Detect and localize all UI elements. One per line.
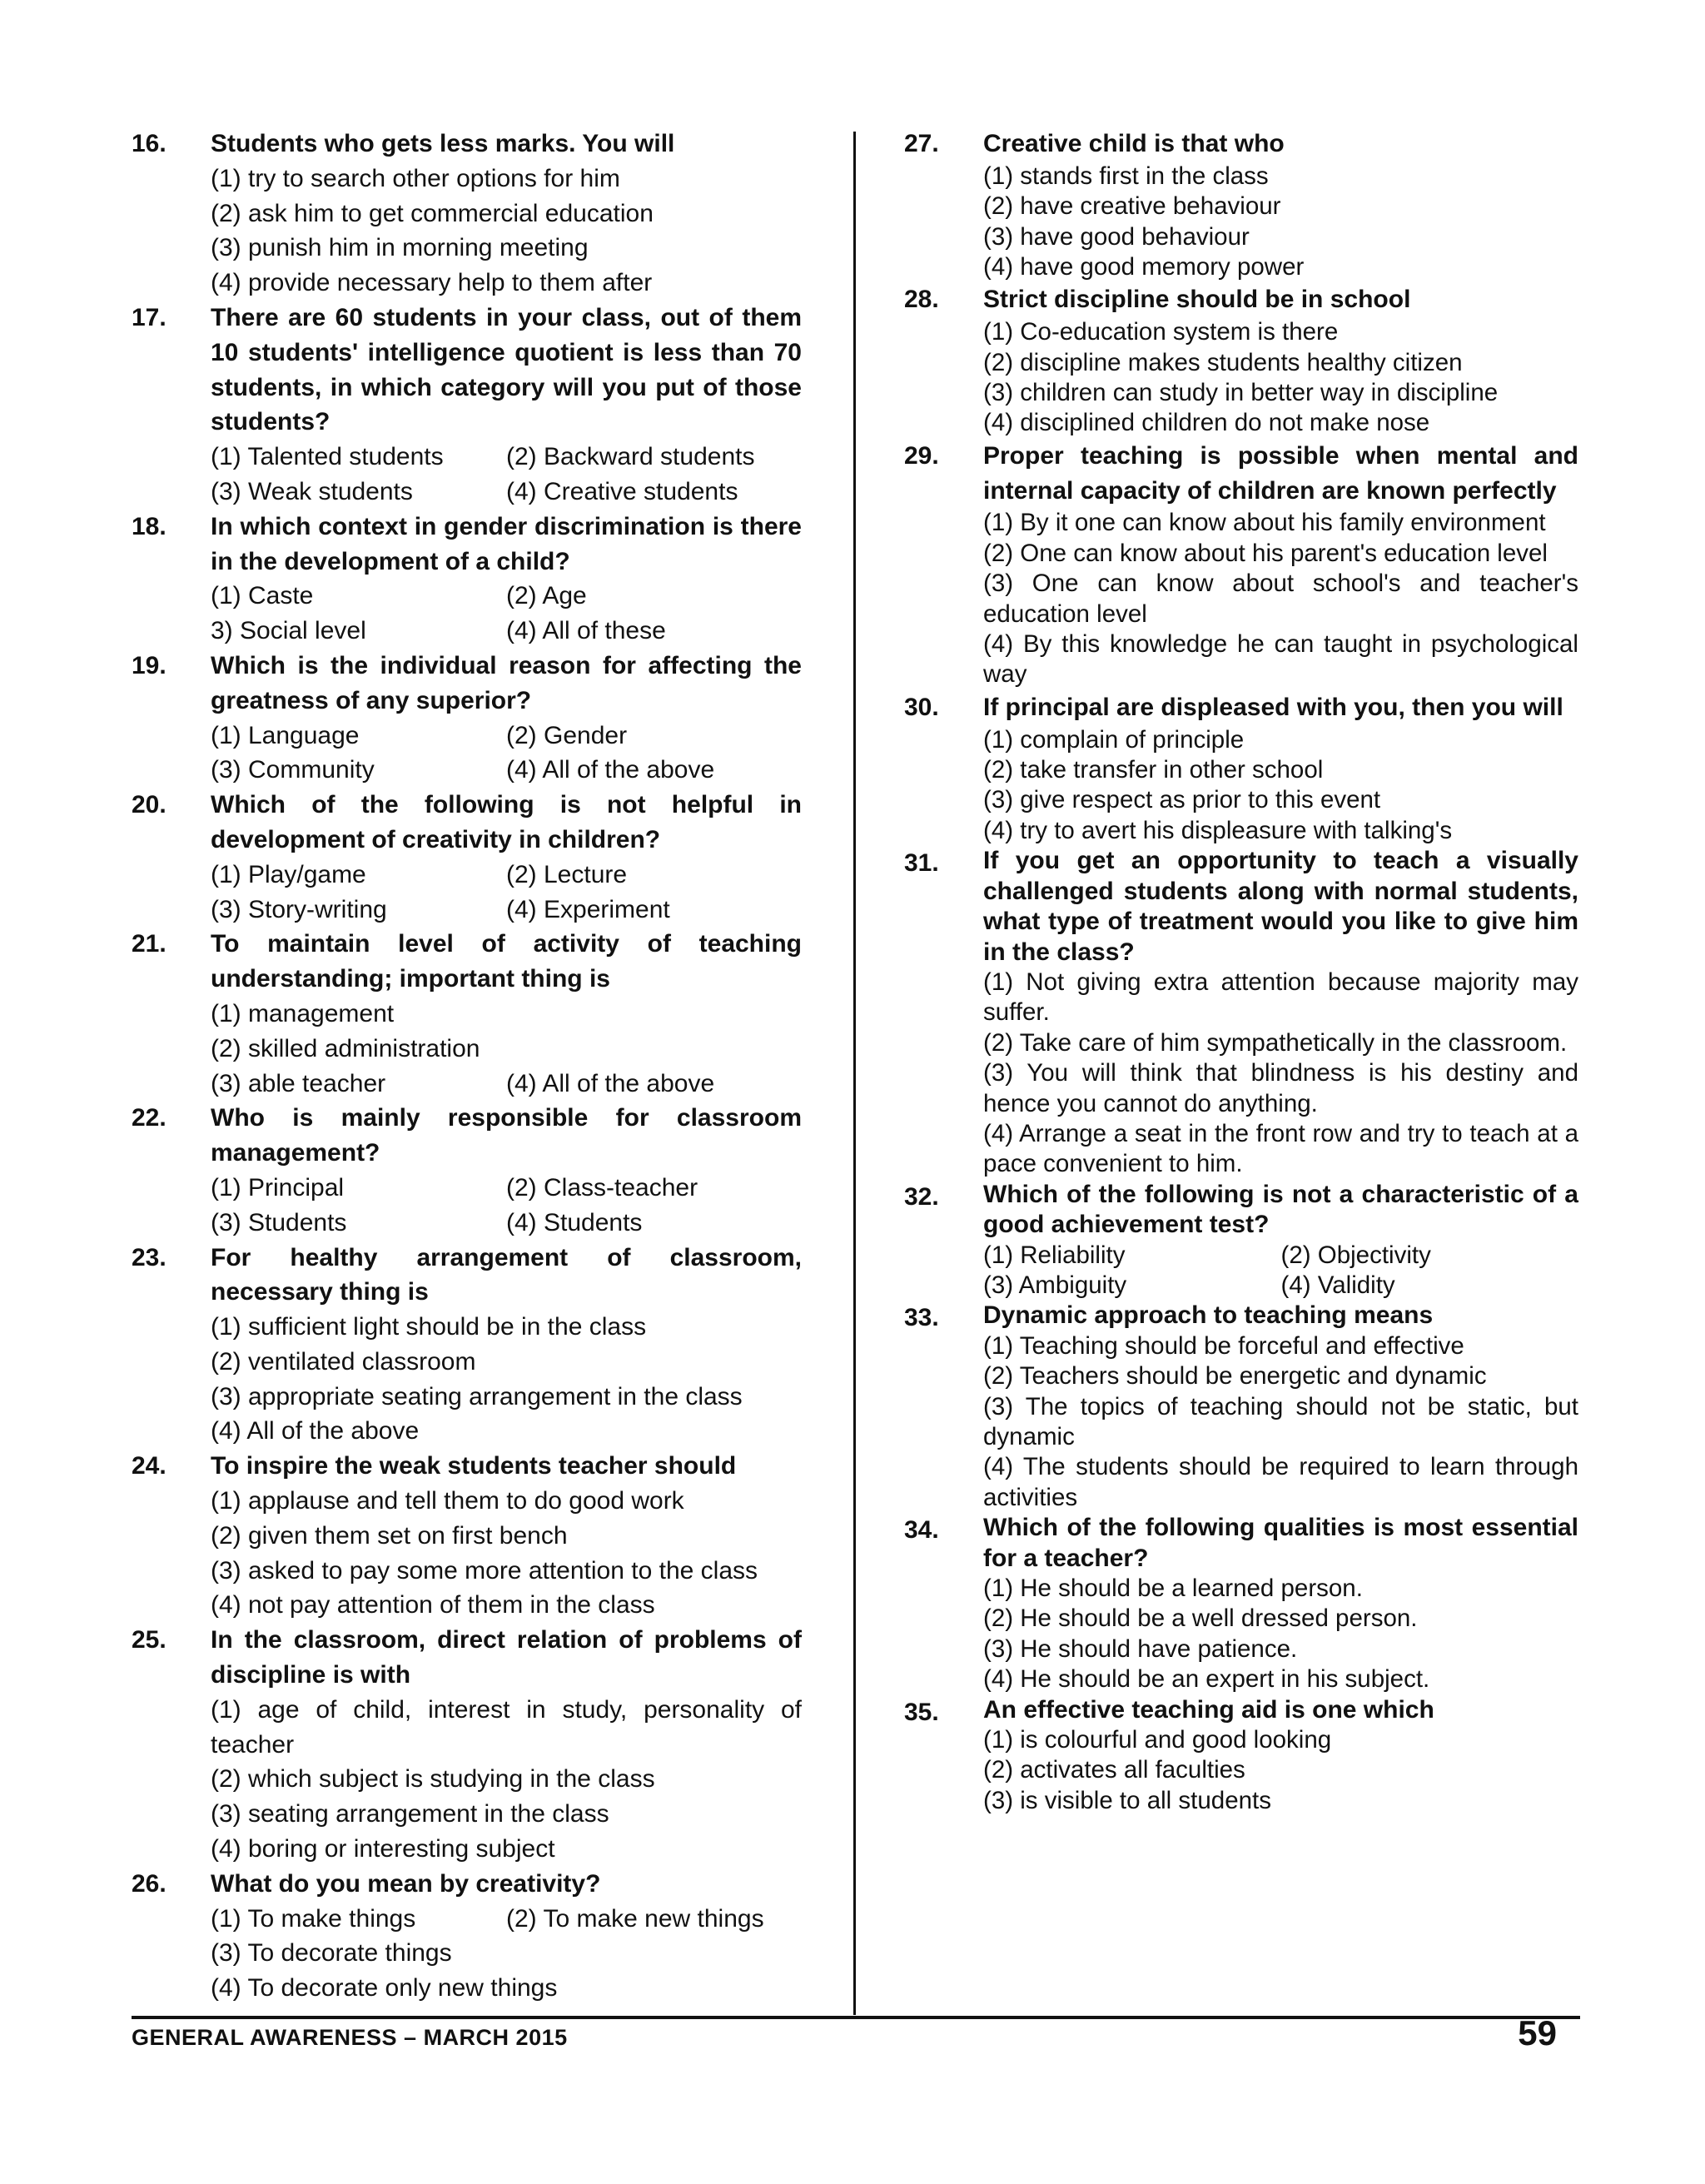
question-stem: To maintain level of activity of teaching understanding; important thing is bbox=[211, 930, 802, 993]
option-row bbox=[211, 614, 802, 649]
answer-option: (2) To make new things bbox=[506, 1904, 764, 1933]
option-row bbox=[211, 1832, 802, 1867]
answer-option: (4) To decorate only new things bbox=[211, 1974, 558, 2002]
answer-option: (2) have creative behaviour bbox=[983, 192, 1281, 221]
answer-option: (1) Reliability bbox=[983, 1241, 1126, 1269]
question-number: 20. bbox=[132, 791, 167, 819]
question-number: 35. bbox=[904, 1698, 939, 1726]
option-row bbox=[211, 1380, 802, 1415]
question-number: 25. bbox=[132, 1626, 167, 1654]
question-27 bbox=[904, 127, 1578, 282]
question-stem: What do you mean by creativity? bbox=[211, 1869, 601, 1898]
answer-option: (2) Objectivity bbox=[1280, 1241, 1431, 1269]
option-row bbox=[211, 440, 802, 475]
answer-options bbox=[211, 440, 802, 510]
option-row bbox=[983, 317, 1578, 347]
answer-option: (3) give respect as prior to this event bbox=[983, 786, 1381, 814]
question-stem: In the classroom, direct relation of problems of discipline is with bbox=[211, 1626, 802, 1689]
option-row bbox=[983, 725, 1578, 755]
answer-option: (1) Not giving extra attention because majority may suffer. bbox=[983, 968, 1578, 1027]
option-row bbox=[211, 1936, 802, 1971]
option-row bbox=[983, 1241, 1578, 1271]
question-number: 30. bbox=[904, 693, 939, 721]
question-stem: In which context in gender discrimination is there in the development of a child? bbox=[211, 512, 802, 575]
question-stem: If principal are displeased with you, then you will bbox=[983, 693, 1563, 721]
answer-options bbox=[983, 725, 1578, 847]
question-32 bbox=[904, 1180, 1578, 1301]
answer-option: (4) Validity bbox=[1280, 1271, 1395, 1299]
question-stem: If you get an opportunity to teach a visually challenged students along with normal students, what type of treatment would you like to give him in the class? bbox=[983, 847, 1578, 966]
answer-option: (1) sufficient light should be in the class bbox=[211, 1313, 647, 1341]
option-row bbox=[983, 1058, 1578, 1119]
option-row bbox=[983, 785, 1578, 815]
question-28 bbox=[904, 282, 1578, 438]
question-number: 31. bbox=[904, 849, 939, 878]
answer-option: (2) which subject is studying in the class bbox=[211, 1765, 655, 1793]
question-17 bbox=[132, 301, 802, 510]
option-row bbox=[211, 162, 802, 197]
option-row bbox=[983, 1574, 1578, 1604]
answer-option: (3) is visible to all students bbox=[983, 1786, 1271, 1814]
answer-option: (1) To make things bbox=[211, 1904, 416, 1933]
answer-option: (4) All of the above bbox=[506, 1069, 715, 1097]
question-stem: Proper teaching is possible when mental and internal capacity of children are known perfectly bbox=[983, 441, 1578, 505]
question-21 bbox=[132, 927, 802, 1101]
answer-option: (2) activates all faculties bbox=[983, 1756, 1245, 1784]
column-divider bbox=[853, 132, 856, 2015]
option-row bbox=[983, 629, 1578, 690]
option-row bbox=[983, 816, 1578, 846]
question-25 bbox=[132, 1623, 802, 1867]
option-row bbox=[983, 569, 1578, 629]
question-number: 34. bbox=[904, 1516, 939, 1545]
left-column bbox=[132, 127, 802, 2006]
answer-option: (2) Age bbox=[506, 582, 587, 610]
answer-option: (4) not pay attention of them in the class bbox=[211, 1591, 655, 1619]
option-row bbox=[983, 1119, 1578, 1180]
answer-option: (3) appropriate seating arrangement in the class bbox=[211, 1382, 743, 1410]
question-30 bbox=[904, 690, 1578, 846]
answer-option: (3) One can know about school's and teacher's education level bbox=[983, 570, 1578, 628]
question-stem: For healthy arrangement of classroom, necessary thing is bbox=[211, 1243, 802, 1306]
answer-option: (1) is colourful and good looking bbox=[983, 1726, 1332, 1754]
answer-option: (3) He should have patience. bbox=[983, 1634, 1298, 1663]
answer-options bbox=[211, 1171, 802, 1241]
option-row bbox=[983, 1452, 1578, 1513]
option-row bbox=[211, 1171, 802, 1206]
option-row bbox=[211, 1519, 802, 1554]
answer-options bbox=[983, 1574, 1578, 1695]
question-number: 27. bbox=[904, 130, 939, 157]
answer-option: (4) All of the above bbox=[211, 1417, 420, 1445]
answer-options bbox=[983, 1241, 1578, 1301]
answer-option: (1) He should be a learned person. bbox=[983, 1575, 1363, 1603]
answer-option: (1) try to search other options for him bbox=[211, 164, 620, 192]
question-stem: To inspire the weak students teacher should bbox=[211, 1452, 737, 1480]
question-18 bbox=[132, 510, 802, 649]
answer-options bbox=[983, 162, 1578, 283]
answer-options bbox=[211, 719, 802, 789]
question-number: 26. bbox=[132, 1869, 167, 1898]
answer-option: (3) To decorate things bbox=[211, 1939, 452, 1968]
question-number: 21. bbox=[132, 930, 167, 958]
question-number: 23. bbox=[132, 1243, 167, 1271]
option-row bbox=[211, 1971, 802, 2006]
question-number: 17. bbox=[132, 303, 167, 331]
answer-option: (3) Weak students bbox=[211, 477, 413, 505]
answer-options bbox=[211, 858, 802, 928]
option-row bbox=[983, 408, 1578, 438]
option-row bbox=[983, 348, 1578, 378]
answer-options bbox=[211, 1484, 802, 1623]
right-column bbox=[904, 127, 1578, 1816]
footer-rule bbox=[132, 2016, 1580, 2019]
answer-option: (2) ask him to get commercial education bbox=[211, 199, 654, 227]
answer-option: (4) By this knowledge he can taught in psychological way bbox=[983, 630, 1578, 689]
answer-options bbox=[983, 1331, 1578, 1513]
question-number: 16. bbox=[132, 130, 167, 157]
answer-option: (2) Gender bbox=[506, 721, 628, 749]
question-33 bbox=[904, 1301, 1578, 1513]
option-row bbox=[983, 539, 1578, 569]
option-row bbox=[211, 266, 802, 301]
answer-options bbox=[211, 162, 802, 301]
answer-option: (3) Story-writing bbox=[211, 895, 387, 923]
answer-option: (4) Students bbox=[506, 1208, 643, 1236]
question-stem: Dynamic approach to teaching means bbox=[983, 1301, 1434, 1330]
option-row bbox=[211, 579, 802, 614]
option-row bbox=[983, 508, 1578, 538]
answer-option: (4) Creative students bbox=[506, 477, 738, 505]
answer-option: (1) Play/game bbox=[211, 860, 366, 888]
question-number: 22. bbox=[132, 1104, 167, 1132]
answer-option: (4) The students should be required to learn through activities bbox=[983, 1453, 1578, 1511]
answer-option: (4) All of the above bbox=[506, 756, 715, 784]
answer-option: (1) By it one can know about his family environment bbox=[983, 509, 1546, 537]
option-row bbox=[211, 1484, 802, 1519]
answer-option: (1) Caste bbox=[211, 582, 314, 610]
question-number: 28. bbox=[904, 286, 939, 314]
answer-options bbox=[211, 997, 802, 1101]
answer-option: (3) Community bbox=[211, 756, 375, 784]
question-29 bbox=[904, 439, 1578, 690]
answer-option: (3) You will think that blindness is his destiny and hence you cannot do anything. bbox=[983, 1059, 1578, 1117]
option-row bbox=[211, 1345, 802, 1380]
answer-options bbox=[983, 317, 1578, 439]
answer-options bbox=[211, 1310, 802, 1449]
option-row bbox=[211, 475, 802, 510]
question-26 bbox=[132, 1867, 802, 2006]
question-20 bbox=[132, 788, 802, 927]
question-35 bbox=[904, 1695, 1578, 1817]
answer-option: (3) asked to pay some more attention to the class bbox=[211, 1556, 758, 1585]
answer-option: (2) Teachers should be energetic and dynamic bbox=[983, 1362, 1487, 1390]
option-row bbox=[211, 893, 802, 928]
answer-options bbox=[211, 1902, 802, 2006]
answer-option: (1) Co-education system is there bbox=[983, 318, 1339, 346]
option-row bbox=[211, 753, 802, 788]
answer-option: (1) stands first in the class bbox=[983, 162, 1269, 190]
answer-option: (1) age of child, interest in study, personality of teacher bbox=[211, 1695, 802, 1759]
answer-option: (2) Take care of him sympathetically in the classroom. bbox=[983, 1028, 1568, 1057]
question-number: 18. bbox=[132, 512, 167, 540]
option-row bbox=[983, 192, 1578, 221]
answer-option: (3) The topics of teaching should not be static, but dynamic bbox=[983, 1392, 1578, 1451]
answer-options bbox=[983, 968, 1578, 1180]
question-number: 29. bbox=[904, 441, 939, 470]
answer-options bbox=[211, 579, 802, 649]
question-stem: Which is the individual reason for affecting the greatness of any superior? bbox=[211, 651, 802, 714]
answer-options bbox=[983, 508, 1578, 689]
question-22 bbox=[132, 1101, 802, 1240]
answer-option: (1) Principal bbox=[211, 1173, 345, 1201]
answer-option: (3) Students bbox=[211, 1208, 347, 1236]
question-stem: Students who gets less marks. You will bbox=[211, 130, 675, 157]
option-row bbox=[983, 162, 1578, 192]
option-row bbox=[983, 968, 1578, 1028]
option-row bbox=[211, 1414, 802, 1449]
question-stem: There are 60 students in your class, out of them 10 students' intelligence quotient is less than 70 students, in which category will you put of those students? bbox=[211, 303, 802, 436]
option-row bbox=[983, 1028, 1578, 1058]
question-23 bbox=[132, 1241, 802, 1450]
option-row bbox=[983, 1392, 1578, 1453]
answer-option: (2) take transfer in other school bbox=[983, 756, 1324, 784]
question-24 bbox=[132, 1449, 802, 1623]
option-row bbox=[983, 378, 1578, 408]
question-number: 19. bbox=[132, 651, 167, 679]
answer-option: (1) management bbox=[211, 999, 395, 1027]
question-16 bbox=[132, 127, 802, 301]
option-row bbox=[211, 1588, 802, 1623]
question-stem: Creative child is that who bbox=[983, 130, 1285, 157]
option-row bbox=[983, 1331, 1578, 1361]
answer-option: 3) Social level bbox=[211, 617, 366, 645]
answer-option: (2) ventilated classroom bbox=[211, 1347, 476, 1376]
answer-option: (4) have good memory power bbox=[983, 253, 1305, 281]
answer-option: (1) Teaching should be forceful and effective bbox=[983, 1331, 1464, 1360]
option-row bbox=[211, 1310, 802, 1345]
answer-option: (2) Class-teacher bbox=[506, 1173, 698, 1201]
option-row bbox=[983, 1634, 1578, 1664]
option-row bbox=[211, 1032, 802, 1067]
answer-option: (4) Experiment bbox=[506, 895, 670, 923]
answer-option: (4) disciplined children do not make nose bbox=[983, 409, 1430, 437]
option-row bbox=[211, 1762, 802, 1797]
option-row bbox=[983, 1664, 1578, 1694]
question-stem: An effective teaching aid is one which bbox=[983, 1695, 1434, 1724]
option-row bbox=[211, 719, 802, 754]
option-row bbox=[211, 1902, 802, 1937]
question-stem: Which of the following is not a characteristic of a good achievement test? bbox=[983, 1180, 1578, 1239]
option-row bbox=[211, 858, 802, 893]
option-row bbox=[211, 231, 802, 266]
option-row bbox=[983, 1604, 1578, 1634]
option-row bbox=[983, 1361, 1578, 1391]
answer-option: (2) Backward students bbox=[506, 443, 755, 471]
answer-option: (2) Lecture bbox=[506, 860, 628, 888]
option-row bbox=[983, 1271, 1578, 1301]
question-19 bbox=[132, 649, 802, 788]
answer-option: (1) complain of principle bbox=[983, 725, 1245, 754]
option-row bbox=[211, 1797, 802, 1832]
question-stem: Which of the following qualities is most essential for a teacher? bbox=[983, 1514, 1578, 1572]
option-row bbox=[211, 1693, 802, 1763]
question-number: 33. bbox=[904, 1304, 939, 1332]
answer-option: (3) punish him in morning meeting bbox=[211, 234, 589, 262]
footer-title: GENERAL AWARENESS – MARCH 2015 bbox=[132, 2025, 568, 2050]
answer-option: (2) discipline makes students healthy citizen bbox=[983, 348, 1463, 376]
page-number: 59 bbox=[1518, 2013, 1557, 2052]
option-row bbox=[211, 1554, 802, 1589]
answer-option: (4) provide necessary help to them after bbox=[211, 269, 653, 297]
option-row bbox=[211, 997, 802, 1032]
answer-option: (4) All of these bbox=[506, 617, 666, 645]
answer-option: (3) have good behaviour bbox=[983, 222, 1250, 251]
option-row bbox=[983, 755, 1578, 785]
option-row bbox=[983, 252, 1578, 282]
option-row bbox=[983, 1725, 1578, 1755]
question-34 bbox=[904, 1513, 1578, 1694]
answer-option: (2) He should be a well dressed person. bbox=[983, 1604, 1418, 1633]
answer-option: (1) Talented students bbox=[211, 443, 444, 471]
answer-option: (4) boring or interesting subject bbox=[211, 1835, 555, 1863]
option-row bbox=[983, 222, 1578, 252]
answer-options bbox=[983, 1725, 1578, 1816]
answer-option: (1) applause and tell them to do good work bbox=[211, 1487, 684, 1515]
answer-option: (4) try to avert his displeasure with talking's bbox=[983, 816, 1453, 844]
option-row bbox=[211, 1206, 802, 1241]
question-stem: Which of the following is not helpful in development of creativity in children? bbox=[211, 791, 802, 853]
answer-option: (3) seating arrangement in the class bbox=[211, 1800, 609, 1828]
answer-option: (3) children can study in better way in discipline bbox=[983, 379, 1499, 407]
answer-option: (2) skilled administration bbox=[211, 1034, 480, 1062]
answer-option: (2) One can know about his parent's education level bbox=[983, 539, 1548, 567]
question-number: 24. bbox=[132, 1452, 167, 1480]
option-row bbox=[983, 1755, 1578, 1785]
answer-option: (4) Arrange a seat in the front row and try to teach at a pace convenient to him. bbox=[983, 1119, 1578, 1178]
answer-option: (2) given them set on first bench bbox=[211, 1521, 568, 1550]
answer-option: (3) Ambiguity bbox=[983, 1271, 1127, 1299]
question-31 bbox=[904, 846, 1578, 1179]
option-row bbox=[211, 1067, 802, 1102]
question-stem: Strict discipline should be in school bbox=[983, 286, 1411, 314]
option-row bbox=[983, 1786, 1578, 1816]
answer-option: (3) able teacher bbox=[211, 1069, 386, 1097]
answer-options bbox=[211, 1693, 802, 1867]
option-row bbox=[211, 197, 802, 231]
answer-option: (1) Language bbox=[211, 721, 360, 749]
answer-option: (4) He should be an expert in his subject. bbox=[983, 1665, 1430, 1694]
question-number: 32. bbox=[904, 1182, 939, 1211]
question-stem: Who is mainly responsible for classroom management? bbox=[211, 1104, 802, 1167]
